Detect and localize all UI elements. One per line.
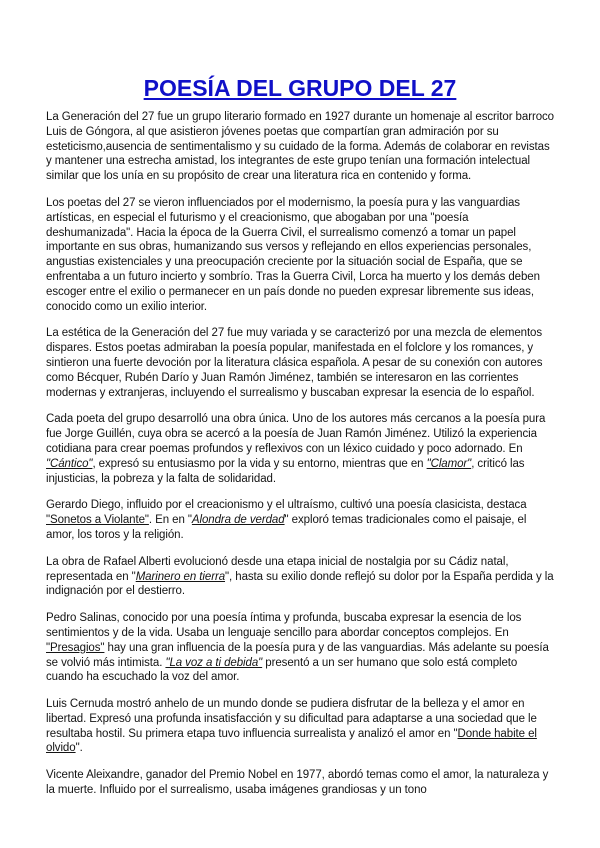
text-span: Gerardo Diego, influido por el creacionismo y el ultraísmo, cultivó una poesía clasicista, destaca <box>46 499 527 512</box>
text-span: presentó a un ser humano que solo está completo cuando ha escuchado la voz del amor. <box>46 656 518 684</box>
text-span: ", hasta su exilio donde reflejó su dolor por la España perdida y la indignación por el destierro. <box>46 570 554 598</box>
page-title: POESÍA DEL GRUPO DEL 27 <box>143 75 457 101</box>
work-title-clamor: "Clamor" <box>426 457 472 470</box>
work-title-la-voz-a-ti-debida: "La voz a ti debida" <box>165 656 263 669</box>
text-span: . En en " <box>148 514 192 527</box>
paragraph-estetica: La estética de la Generación del 27 fue muy variada y se caracterizó por una mezcla de elementos dispares. Estos poetas admiraban la poesía popular, manifestada en el folclore y los romances, y sintieron una fuerte devoción por la literatura clásica española. A pesar de su conexión con autores como Bécquer, Rubén Darío y Juan Ramón Jiménez, también se interesaron en las corrientes modernas y extranjeras, incluyendo el surrealismo y buscaban expresar la esencia de lo español. <box>46 327 543 399</box>
text-span: La obra de Rafael Alberti evolucionó desde una etapa inicial de nostalgia por su Cádiz natal, representada en " <box>46 555 509 583</box>
text-span: , criticó las injusticias, la pobreza y la falta de solidaridad. <box>46 457 525 485</box>
text-span: hay una gran influencia de la poesía pura y de las vanguardias. Más adelante su poesía se volvió más intimista. <box>46 641 549 669</box>
work-title-marinero-en-tierra: Marinero en tierra <box>135 570 226 583</box>
work-title-donde-habite-el-olvido: Donde habite el olvido <box>46 727 537 755</box>
paragraph-pedro-salinas <box>46 611 554 685</box>
paragraph-gerardo-diego <box>46 498 554 542</box>
paragraph-vicente-aleixandre: Vicente Aleixandre, ganador del Premio Nobel en 1977, abordó temas como el amor, la naturaleza y la muerte. Influido por el surrealismo, usaba imágenes grandiosas y un tono <box>46 769 549 797</box>
work-title-sonetos-a-violante: "Sonetos a Violante" <box>46 514 149 527</box>
paragraph-influencias: Los poetas del 27 se vieron influenciados por el modernismo, la poesía pura y las vanguardias artísticas, en especial el futurismo y el creacionismo, que abogaban por una "poesía deshumanizada". Hacia la época de la Guerra Civil, el surrealismo comenzó a tomar un papel importante en sus obras, humanizando sus versos y reflejando en ellos experiencias personales, angustias existenciales y una preocupación creciente por la situación social de España, que se enfrentaba a un futuro incierto y sombrío. Tras la Guerra Civil, Lorca ha muerto y los demás deben escoger entre el exilio o permanecer en un país donde no pueden expresar libremente sus ideas, conocido como un exilio interior. <box>46 196 540 313</box>
paragraph-jorge-guillen <box>46 412 554 486</box>
text-span: Pedro Salinas, conocido por una poesía íntima y profunda, buscaba expresar la esencia de los sentimientos y de la vida. Usaba un lenguaje sencillo para abordar conceptos complejos. En <box>46 612 522 639</box>
text-span: , expresó su entusiasmo por la vida y su entorno, mientras que en <box>92 457 427 470</box>
work-title-cantico: "Cántico" <box>46 457 93 470</box>
work-title-presagios: "Presagios" <box>46 641 105 654</box>
text-span: Luis Cernuda mostró anhelo de un mundo donde se pudiera disfrutar de la belleza y el amor en libertad. Expresó una profunda insatisfacción y su dificultad para adaptarse a una sociedad que le resultaba hostil. Su primera etapa tuvo influencia surrealista y analizó el amor en " <box>46 698 537 740</box>
paragraph-luis-cernuda <box>46 697 554 756</box>
paragraph-rafael-alberti <box>46 555 554 599</box>
text-span: Cada poeta del grupo desarrolló una obra única. Uno de los autores más cercanos a la poesía pura fue Jorge Guillén, cuya obra se acercó a la poesía de Juan Ramón Jiménez. Utilizó la experiencia cotidiana para crear poemas profundos y reflexivos con un léxico cuidado y poco adornado. En <box>46 413 546 455</box>
work-title-alondra-de-verdad: Alondra de verdad <box>191 514 285 527</box>
text-span: ". <box>75 742 83 755</box>
paragraph-generacion: La Generación del 27 fue un grupo literario formado en 1927 durante un homenaje al escritor barroco Luis de Góngora, al que asistieron jóvenes poetas que compartían gran admiración por su esteticismo,ausencia de sentimentalismo y su cuidado de la forma. Además de colaborar en revistas y mantener una estrecha amistad, los integrantes de este grupo tenían una formación intelectual similar que los unía en su propósito de crear una literatura rica en contenido y forma. <box>46 111 554 183</box>
text-span: " exploró temas tradicionales como el paisaje, el amor, los toros y la religión. <box>46 514 527 541</box>
